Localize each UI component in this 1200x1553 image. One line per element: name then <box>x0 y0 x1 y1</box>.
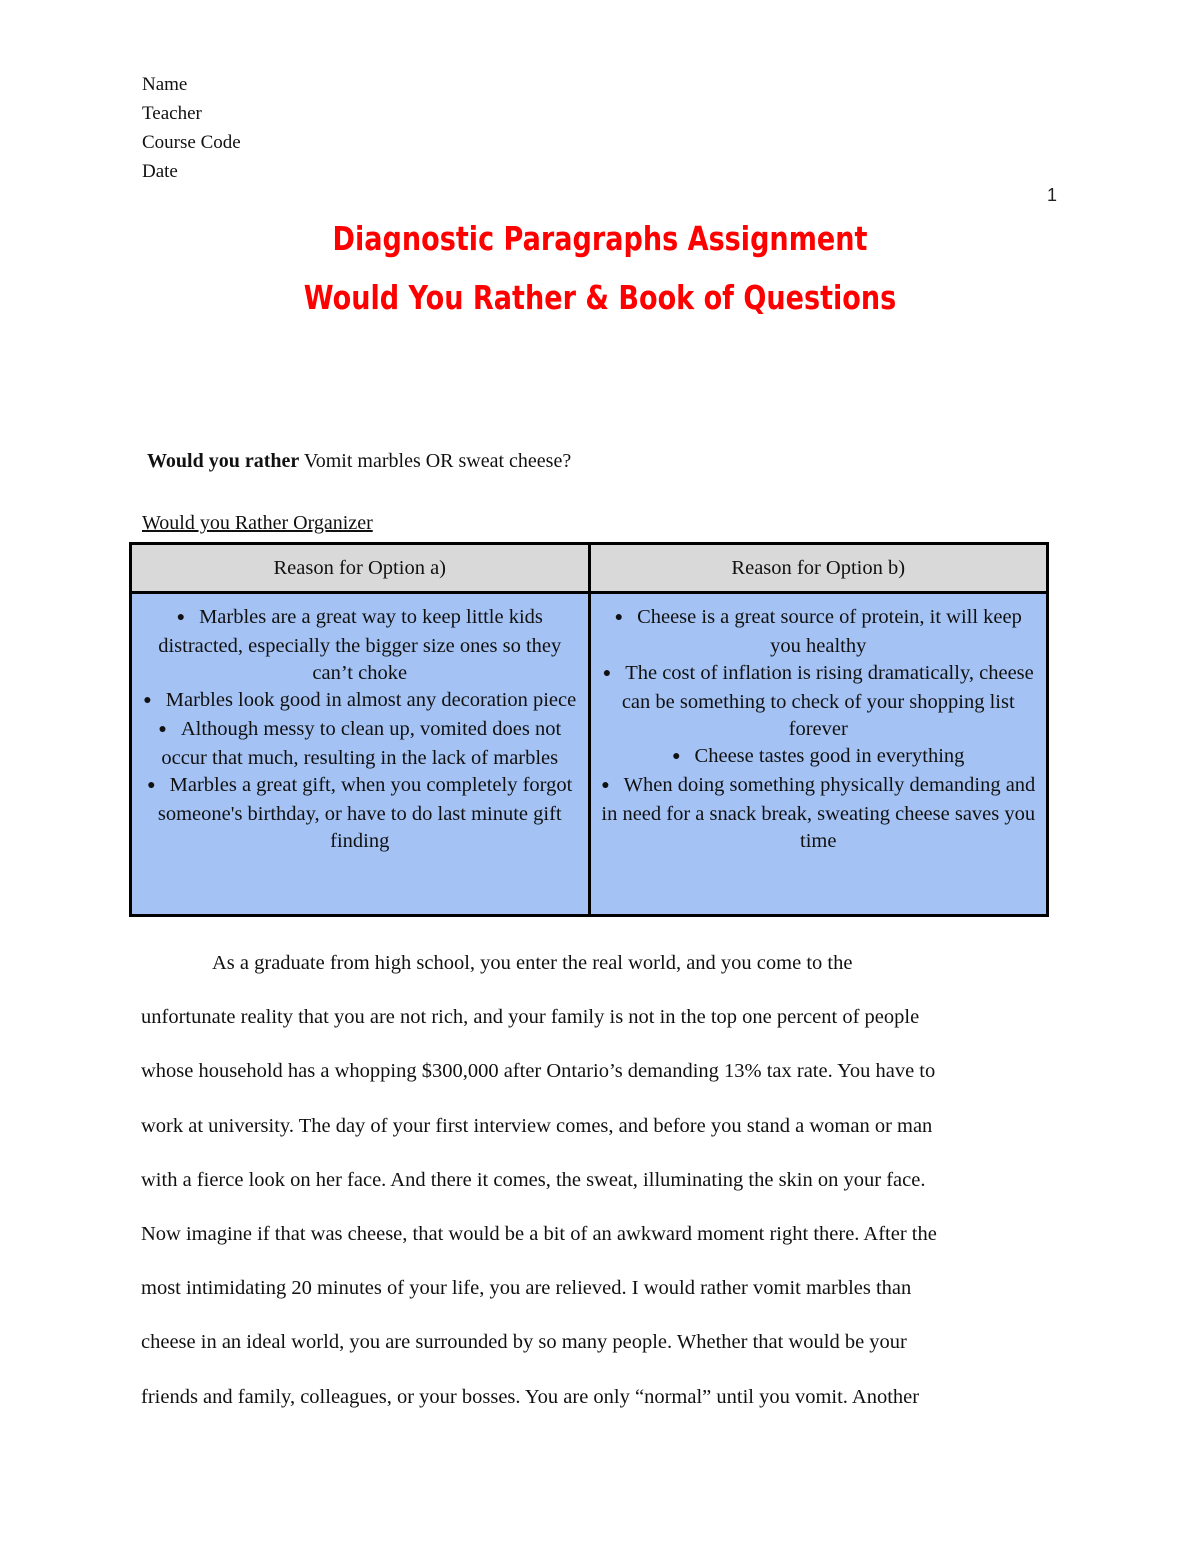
essay-line: with a fierce look on her face. And there it comes, the sweat, illuminating the skin on your face. <box>141 1168 926 1191</box>
list-item: ● The cost of inflation is rising dramatically, cheese can be something to check of your shopping list forever <box>599 660 1039 743</box>
option-a-list <box>140 604 580 855</box>
header-block <box>142 70 241 186</box>
essay-line: friends and family, colleagues, or your bosses. You are only “normal” until you vomit. Another <box>141 1385 920 1408</box>
essay-line: As a graduate from high school, you enter the real world, and you come to the <box>212 952 853 974</box>
essay-line: work at university. The day of your first interview comes, and before you stand a woman or man <box>141 1114 933 1137</box>
list-item: ● When doing something physically demanding and in need for a snack break, sweating cheese saves you time <box>599 772 1039 855</box>
question-prefix: Would you rather <box>147 450 300 472</box>
date: Date <box>142 161 178 182</box>
essay-line: cheese in an ideal world, you are surrounded by so many people. Whether that would be your <box>141 1331 907 1354</box>
question-text: Vomit marbles OR sweat cheese? <box>299 450 572 472</box>
organizer-body-row <box>131 593 1048 916</box>
column-header-option-b: Reason for Option b) <box>589 544 1048 593</box>
list-item: ● Marbles a great gift, when you completely forgot someone's birthday, or have to do last minute gift finding <box>140 772 580 855</box>
essay-paragraph <box>141 936 1059 1424</box>
list-item: ● Marbles look good in almost any decoration piece <box>140 687 580 716</box>
essay-line: whose household has a whopping $300,000 after Ontario’s demanding 13% tax rate. You have to <box>141 1060 936 1083</box>
list-item: ● Cheese tastes good in everything <box>599 743 1039 772</box>
list-item: ● Cheese is a great source of protein, it will keep you healthy <box>599 604 1039 660</box>
column-header-option-a: Reason for Option a) <box>131 544 590 593</box>
essay-line: unfortunate reality that you are not rich, and your family is not in the top one percent of people <box>141 1006 920 1029</box>
document-title: Diagnostic Paragraphs Assignment <box>332 219 868 258</box>
teacher-name: Teacher <box>142 103 202 124</box>
list-item: ● Although messy to clean up, vomited does not occur that much, resulting in the lack of marbles <box>140 716 580 772</box>
student-name: Name <box>142 74 188 95</box>
question <box>147 450 571 473</box>
list-item: ● Marbles are a great way to keep little kids distracted, especially the bigger size ones so they can’t choke <box>140 604 580 687</box>
organizer-header-row <box>131 544 1048 593</box>
essay-line: Now imagine if that was cheese, that would be a bit of an awkward moment right there. After the <box>141 1223 937 1246</box>
course-code: Course Code <box>142 132 241 153</box>
organizer-label: Would you Rather Organizer <box>142 512 373 534</box>
option-b-cell <box>589 593 1048 916</box>
essay-line: most intimidating 20 minutes of your life, you are relieved. I would rather vomit marbles than <box>141 1277 912 1300</box>
document-subtitle: Would You Rather & Book of Questions <box>303 278 897 317</box>
organizer-table <box>129 542 1049 917</box>
page-number: 1 <box>1046 185 1057 205</box>
option-a-cell <box>131 593 590 916</box>
option-b-list <box>599 604 1039 855</box>
